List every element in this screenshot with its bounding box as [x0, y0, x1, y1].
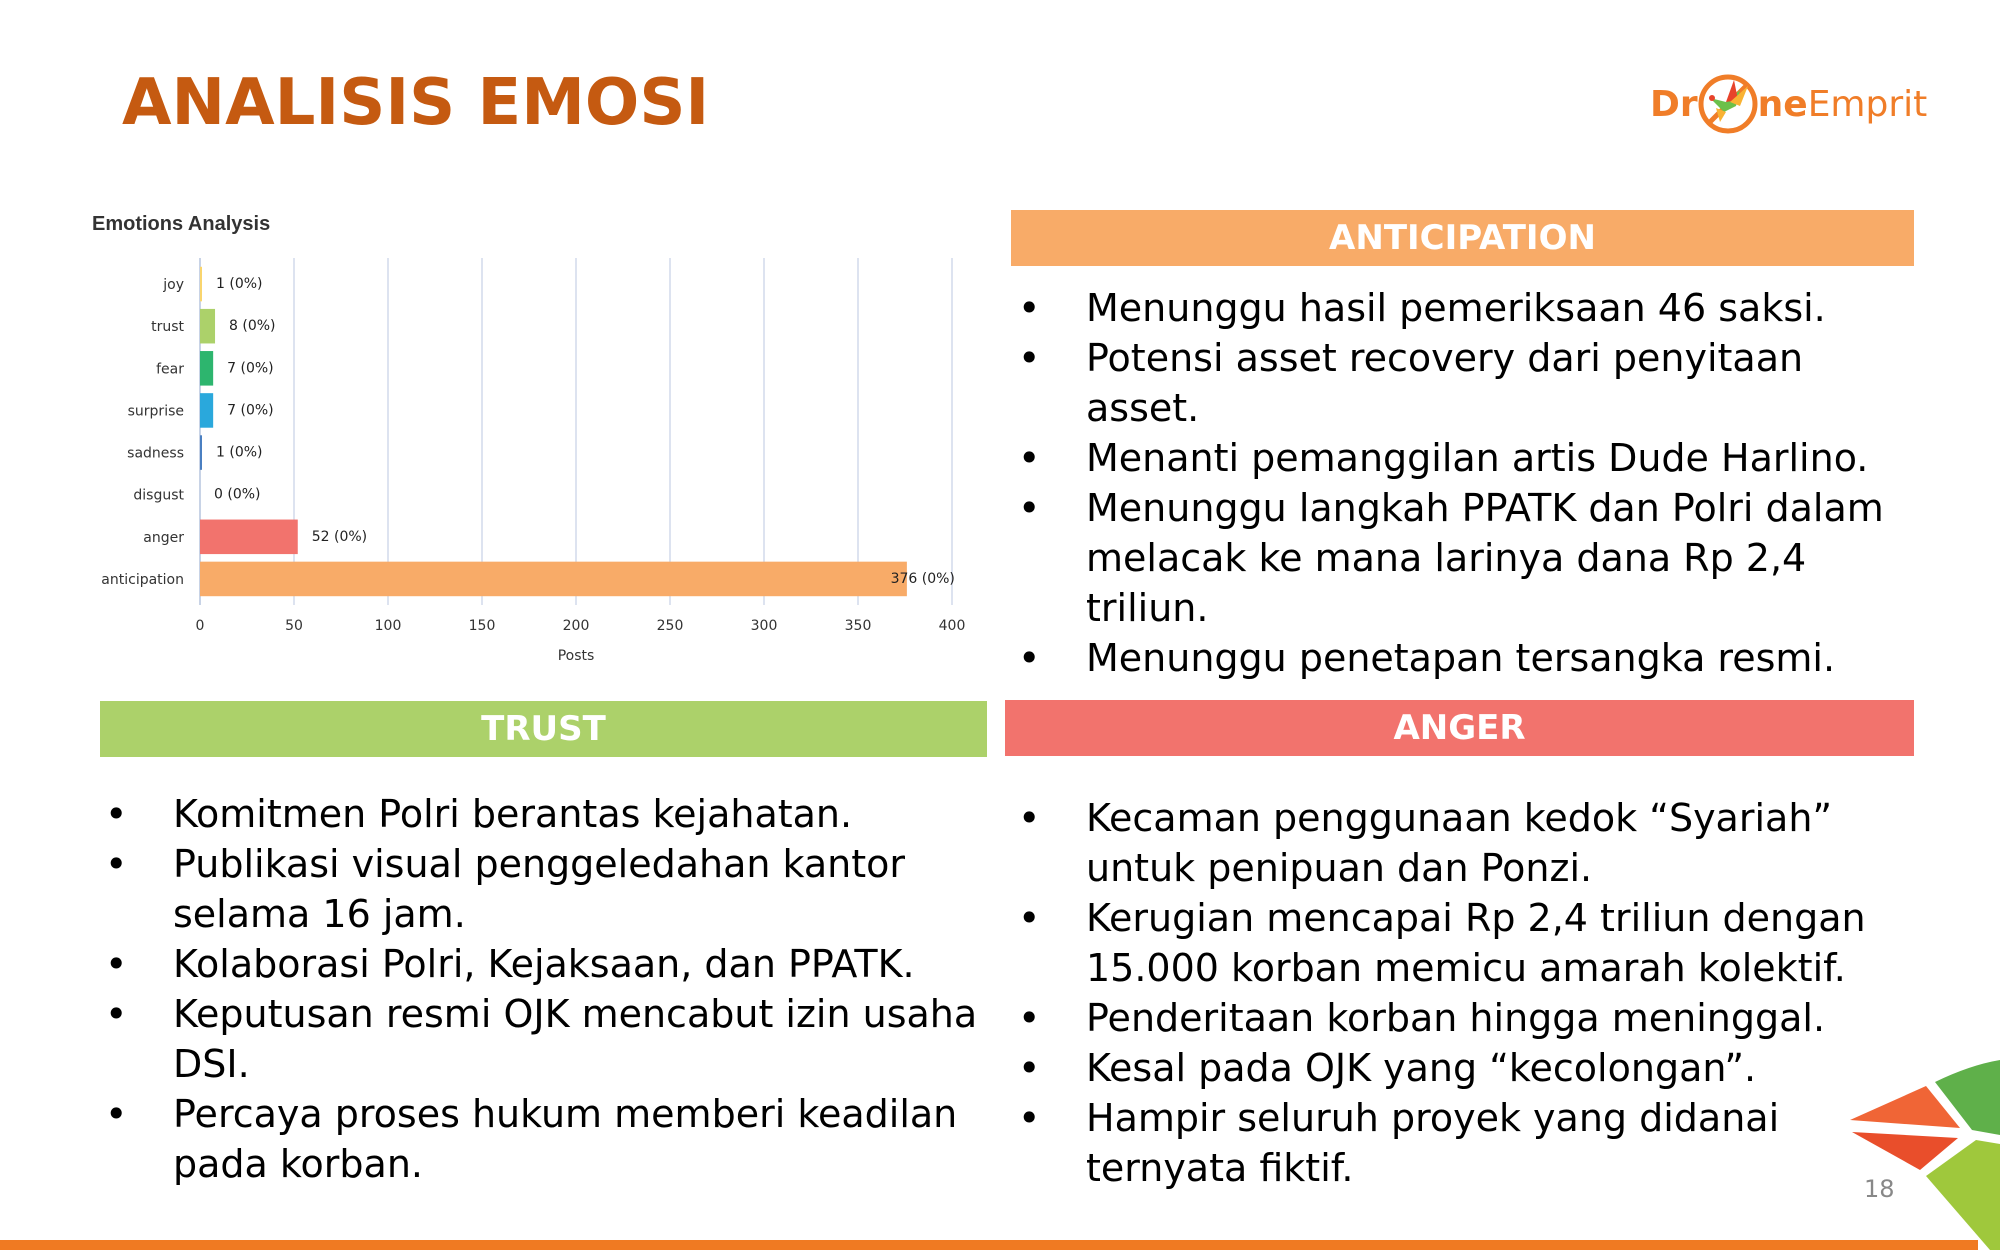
anticipation-item: • Menunggu hasil pemeriksaan 46 saksi.	[1018, 283, 1898, 333]
anger-item: • Penderitaan korban hingga meninggal.	[1018, 993, 1898, 1043]
anticipation-header: ANTICIPATION	[1011, 210, 1914, 266]
category-label: fear	[156, 361, 184, 378]
bar-surprise	[200, 393, 213, 428]
data-label: 7 (0%)	[227, 360, 274, 377]
bar-joy	[200, 267, 202, 302]
category-label: sadness	[127, 445, 184, 462]
trust-item: • Percaya proses hukum memberi keadilan pada korban.	[105, 1089, 985, 1189]
x-tick-label: 350	[844, 618, 872, 634]
anticipation-item: • Menunggu penetapan tersangka resmi.	[1018, 633, 1898, 683]
x-tick-label: 100	[374, 618, 402, 634]
bar-fear	[200, 351, 213, 386]
x-axis-label: Posts	[557, 648, 595, 664]
decorative-corner-shapes	[1840, 1040, 2000, 1250]
emotions-bar-chart	[90, 205, 970, 665]
trust-item: • Keputusan resmi OJK mencabut izin usaha DSI.	[105, 989, 985, 1089]
logo-text-dr: Dr	[1650, 83, 1698, 125]
bar-anger	[200, 520, 298, 555]
trust-list	[105, 789, 985, 1189]
anticipation-list	[1018, 283, 1898, 683]
logo-text-ne: ne	[1757, 83, 1808, 125]
anger-list	[1018, 793, 1898, 1193]
drone-emprit-logo	[1650, 72, 1927, 136]
bottom-accent-bar	[0, 1240, 1978, 1250]
anticipation-item: • Potensi asset recovery dari penyitaan asset.	[1018, 333, 1898, 433]
data-label: 0 (0%)	[214, 486, 261, 503]
bar-trust	[200, 309, 215, 344]
corner-shape-red	[1852, 1132, 1958, 1170]
trust-header: TRUST	[100, 701, 987, 757]
category-label: joy	[163, 277, 184, 294]
bar-anticipation	[200, 562, 907, 597]
trust-item: • Komitmen Polri berantas kejahatan.	[105, 789, 985, 839]
category-label: surprise	[127, 403, 184, 420]
x-tick-label: 300	[750, 618, 778, 634]
logo-text-emprit: Emprit	[1807, 83, 1928, 125]
x-tick-label: 50	[285, 618, 303, 634]
slide-title: ANALISIS EMOSI	[122, 66, 710, 140]
data-label: 7 (0%)	[227, 402, 274, 419]
category-label: anger	[143, 529, 184, 546]
anger-item: • Kesal pada OJK yang “kecolongan”.	[1018, 1043, 1898, 1093]
category-label: anticipation	[101, 571, 184, 588]
data-label: 8 (0%)	[229, 318, 276, 335]
x-tick-label: 400	[938, 618, 966, 634]
x-tick-label: 200	[562, 618, 590, 634]
category-label: disgust	[133, 487, 184, 504]
anticipation-item: • Menunggu langkah PPATK dan Polri dalam melacak ke mana larinya dana Rp 2,4 triliun.	[1018, 483, 1898, 633]
category-label: trust	[151, 319, 184, 336]
data-label: 52 (0%)	[311, 528, 368, 545]
trust-item: • Kolaborasi Polri, Kejaksaan, dan PPATK.	[105, 939, 985, 989]
anger-item: • Hampir seluruh proyek yang didanai ternyata fiktif.	[1018, 1093, 1898, 1193]
anger-item: • Kerugian mencapai Rp 2,4 triliun dengan 15.000 korban memicu amarah kolektif.	[1018, 893, 1898, 993]
trust-item: • Publikasi visual penggeledahan kantor selama 16 jam.	[105, 839, 985, 939]
data-label: 376 (0%)	[890, 570, 955, 587]
anticipation-item: • Menanti pemanggilan artis Dude Harlino.	[1018, 433, 1898, 483]
page-number: 18	[1864, 1175, 1895, 1203]
x-tick-label: 250	[656, 618, 684, 634]
emotions-chart	[90, 205, 970, 665]
bar-sadness	[200, 435, 202, 470]
x-tick-label: 0	[195, 618, 205, 634]
corner-shape-light-green	[1926, 1140, 2000, 1250]
logo-bird-icon	[1696, 72, 1760, 136]
chart-title: Emotions Analysis	[92, 213, 271, 235]
anger-header: ANGER	[1005, 700, 1914, 756]
x-tick-label: 150	[468, 618, 496, 634]
anger-item: • Kecaman penggunaan kedok “Syariah” untuk penipuan dan Ponzi.	[1018, 793, 1898, 893]
data-label: 1 (0%)	[216, 276, 263, 293]
data-label: 1 (0%)	[216, 444, 263, 461]
